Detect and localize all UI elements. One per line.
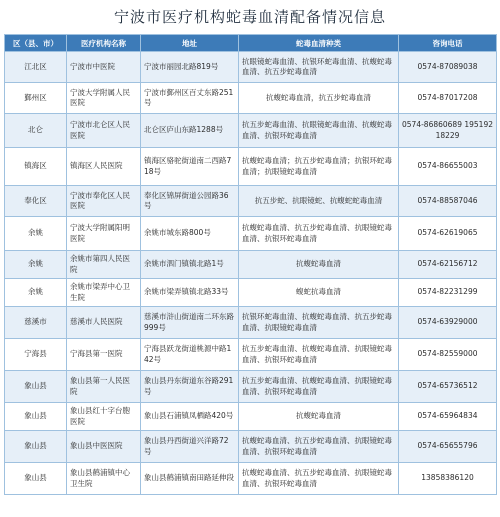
cell-serum: 抗五步蛇毒血清、抗眼镜蛇毒血清、抗蝮蛇毒血清、抗银环蛇毒血清 <box>239 114 399 148</box>
cell-phone: 0574-86655003 <box>399 148 497 186</box>
cell-address: 余姚市城东路800号 <box>141 217 239 251</box>
cell-district: 鄞州区 <box>5 83 67 114</box>
cell-phone: 0574-65655796 <box>399 431 497 463</box>
cell-district: 余姚 <box>5 279 67 307</box>
header-hospital: 医疗机构名称 <box>67 35 141 52</box>
cell-serum: 抗五步蛇、抗眼镜蛇、抗蝮蛇蛇毒血清 <box>239 186 399 217</box>
cell-phone: 0574-82559000 <box>399 339 497 371</box>
cell-district: 奉化区 <box>5 186 67 217</box>
cell-district: 象山县 <box>5 371 67 403</box>
table-row <box>5 251 497 279</box>
cell-phone: 0574-63929000 <box>399 307 497 339</box>
cell-district: 镇海区 <box>5 148 67 186</box>
cell-district: 象山县 <box>5 431 67 463</box>
cell-phone: 13858386120 <box>399 463 497 495</box>
cell-hospital: 余姚市第四人民医院 <box>67 251 141 279</box>
cell-address: 奉化区锦屏街道公园路36号 <box>141 186 239 217</box>
cell-address: 余姚市梁弄镇镇北路33号 <box>141 279 239 307</box>
cell-hospital: 宁海县第一医院 <box>67 339 141 371</box>
cell-serum: 蝮蛇抗毒血清 <box>239 279 399 307</box>
cell-phone: 0574-82231299 <box>399 279 497 307</box>
cell-hospital: 宁波市中医院 <box>67 52 141 83</box>
header-row <box>5 35 497 52</box>
table-row <box>5 279 497 307</box>
cell-phone: 0574-88587046 <box>399 186 497 217</box>
cell-serum: 抗蝮蛇毒血清 <box>239 403 399 431</box>
table-row <box>5 371 497 403</box>
cell-hospital: 宁波市北仑区人民医院 <box>67 114 141 148</box>
table-row <box>5 431 497 463</box>
cell-district: 象山县 <box>5 463 67 495</box>
header-phone: 咨询电话 <box>399 35 497 52</box>
cell-district: 慈溪市 <box>5 307 67 339</box>
cell-hospital: 余姚市梁弄中心卫生院 <box>67 279 141 307</box>
header-address: 地址 <box>141 35 239 52</box>
table-row <box>5 114 497 148</box>
cell-phone: 0574-86860689 19519218229 <box>399 114 497 148</box>
table-row <box>5 52 497 83</box>
cell-address: 北仑区庐山东路1288号 <box>141 114 239 148</box>
cell-phone: 0574-87017208 <box>399 83 497 114</box>
cell-district: 北仑 <box>5 114 67 148</box>
cell-serum: 抗蝮蛇毒血清、抗五步蛇毒血清、抗眼镜蛇毒血清、抗银环蛇毒血清 <box>239 463 399 495</box>
cell-district: 江北区 <box>5 52 67 83</box>
table-row <box>5 403 497 431</box>
table-row <box>5 217 497 251</box>
cell-address: 慈溪市浒山街道南二环东路999号 <box>141 307 239 339</box>
cell-address: 象山县丹东街道东谷路291号 <box>141 371 239 403</box>
cell-district: 余姚 <box>5 217 67 251</box>
cell-district: 宁海县 <box>5 339 67 371</box>
cell-phone: 0574-65736512 <box>399 371 497 403</box>
cell-address: 宁波市丽园北路819号 <box>141 52 239 83</box>
cell-hospital: 宁波市奉化区人民医院 <box>67 186 141 217</box>
cell-district: 余姚 <box>5 251 67 279</box>
cell-district: 象山县 <box>5 403 67 431</box>
page-title: 宁波市医疗机构蛇毒血清配备情况信息 <box>113 8 386 26</box>
table-row <box>5 339 497 371</box>
header-serum: 蛇毒血清种类 <box>239 35 399 52</box>
cell-hospital: 象山县鹤浦镇中心卫生院 <box>67 463 141 495</box>
cell-phone: 0574-62619065 <box>399 217 497 251</box>
cell-hospital: 慈溪市人民医院 <box>67 307 141 339</box>
cell-address: 余姚市泗门镇镇北路1号 <box>141 251 239 279</box>
cell-serum: 抗五步蛇毒血清、抗蝮蛇毒血清、抗眼镜蛇毒血清、抗银环蛇毒血清 <box>239 371 399 403</box>
cell-address: 宁波市鄞州区百丈东路251号 <box>141 83 239 114</box>
cell-hospital: 宁波大学附属阳明医院 <box>67 217 141 251</box>
cell-serum: 抗眼镜蛇毒血清、抗银环蛇毒血清、抗蝮蛇毒血清、抗五步蛇毒血清 <box>239 52 399 83</box>
cell-hospital: 镇海区人民医院 <box>67 148 141 186</box>
cell-hospital: 象山县中医医院 <box>67 431 141 463</box>
cell-hospital: 象山县红十字台胞医院 <box>67 403 141 431</box>
cell-serum: 抗银环蛇毒血清、抗蝮蛇毒血清、抗五步蛇毒血清、抗眼镜蛇毒血清 <box>239 307 399 339</box>
cell-address: 象山县鹤浦镇南田路延伸段 <box>141 463 239 495</box>
table-row <box>5 463 497 495</box>
cell-serum: 抗蝮蛇毒血清，抗五步蛇毒血清 <box>239 83 399 114</box>
cell-serum: 抗蝮蛇毒血清；抗五步蛇毒血清；抗银环蛇毒血清；抗眼镜蛇毒血清 <box>239 148 399 186</box>
cell-hospital: 宁波大学附属人民医院 <box>67 83 141 114</box>
table-row <box>5 83 497 114</box>
table-row <box>5 148 497 186</box>
cell-phone: 0574-62156712 <box>399 251 497 279</box>
cell-serum: 抗五步蛇毒血清、抗蝮蛇毒血清、抗眼镜蛇毒血清、抗银环蛇毒血清 <box>239 339 399 371</box>
cell-address: 镇海区骆驼街道南二西路718号 <box>141 148 239 186</box>
cell-hospital: 象山县第一人民医院 <box>67 371 141 403</box>
cell-serum: 抗蝮蛇毒血清、抗五步蛇毒血清、抗眼镜蛇毒血清、抗银环蛇毒血清 <box>239 217 399 251</box>
cell-phone: 0574-65964834 <box>399 403 497 431</box>
table-row <box>5 307 497 339</box>
cell-serum: 抗蝮蛇毒血清 <box>239 251 399 279</box>
serum-table <box>4 34 497 495</box>
cell-address: 象山县丹西街道兴洋路72号 <box>141 431 239 463</box>
cell-address: 象山县石浦镇凤栖路420号 <box>141 403 239 431</box>
cell-serum: 抗蝮蛇毒血清、抗五步蛇毒血清、抗眼镜蛇毒血清、抗银环蛇毒血清 <box>239 431 399 463</box>
table-row <box>5 186 497 217</box>
cell-phone: 0574-87089038 <box>399 52 497 83</box>
header-district: 区（县、市） <box>5 35 67 52</box>
cell-address: 宁海县跃龙街道桃源中路142号 <box>141 339 239 371</box>
